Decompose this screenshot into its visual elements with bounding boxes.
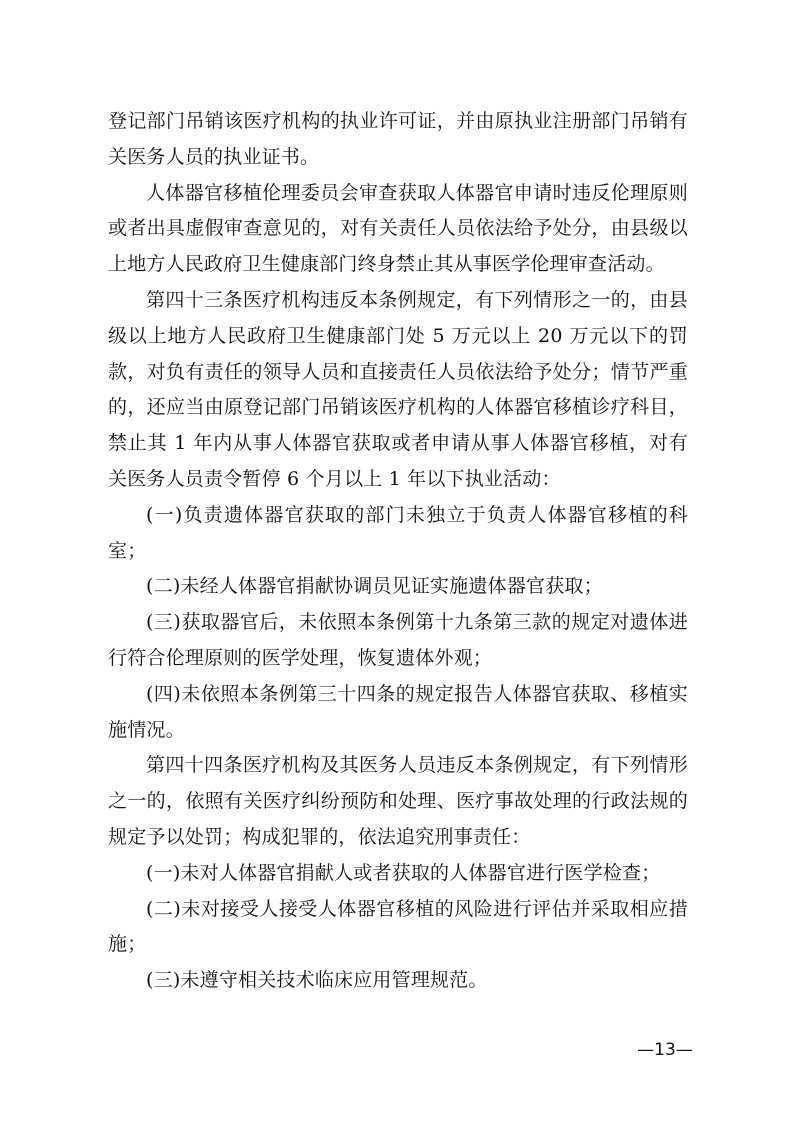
paragraph-ethics-committee: 人体器官移植伦理委员会审查获取人体器官申请时违反伦理原则或者出具虚假审查意见的，对有关责任人员依法给予处分，由县级以上地方人民政府卫生健康部门终身禁止其从事医学伦理审查活动。	[108, 181, 688, 276]
article-43-item-2: (二)未经人体器官捐献协调员见证实施遗体器官获取；	[146, 575, 603, 598]
article-43-item-4: (四)未依照本条例第三十四条的规定报告人体器官获取、移植实施情况。	[108, 682, 688, 741]
article-44-item-2: (二)未对接受人接受人体器官移植的风险进行评估并采取相应措施；	[108, 897, 688, 956]
paragraph-article-44: 第四十四条医疗机构及其医务人员违反本条例规定，有下列情形之一的，依照有关医疗纠纷预防和处理、医疗事故处理的行政法规的规定予以处罚；构成犯罪的，依法追究刑事责任：	[108, 754, 688, 848]
document-body	[108, 104, 688, 999]
article-44-item-1: (一)未对人体器官捐献人或者获取的人体器官进行医学检查；	[146, 861, 661, 884]
page-number: —13—	[637, 1040, 693, 1060]
paragraph-continuation: 登记部门吊销该医疗机构的执业许可证，并由原执业注册部门吊销有关医务人员的执业证书。	[108, 110, 688, 168]
article-44-item-3: (三)未遵守相关技术临床应用管理规范。	[146, 969, 488, 992]
article-43-item-3: (三)获取器官后，未依照本条例第十九条第三款的规定对遗体进行符合伦理原则的医学处理，恢复遗体外观；	[108, 611, 688, 669]
article-43-item-1: (一)负责遗体器官获取的部门未独立于负责人体器官移植的科室；	[108, 503, 688, 562]
paragraph-article-43: 第四十三条医疗机构违反本条例规定，有下列情形之一的，由县级以上地方人民政府卫生健康部门处 5 万元以上 20 万元以下的罚款，对负有责任的领导人员和直接责任人员依法给予处分；情节严重的，还应当由原登记部门吊销该医疗机构的人体器官移植诊疗科目，禁止其 1 年内从事人体器官获取或者申请从事人体器官移植，对有关医务人员责令暂停 6 个月以上 1 年以下执业活动：	[108, 288, 688, 490]
